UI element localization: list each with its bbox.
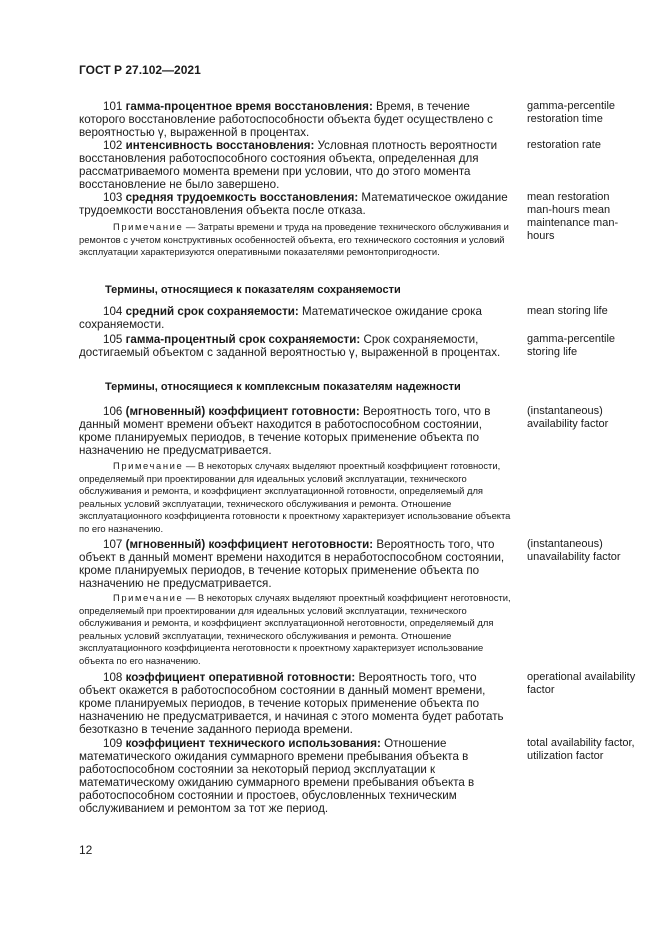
note-label: Примечание	[113, 221, 184, 232]
term-entry-104	[79, 305, 511, 331]
term-name: (мгновенный) коэффициент готовности:	[125, 405, 360, 418]
term-number: 107	[103, 538, 123, 551]
term-note	[79, 460, 511, 536]
term-definition	[79, 191, 511, 217]
term-definition	[79, 100, 511, 139]
term-note-block-106	[79, 460, 511, 536]
document-header: ГОСТ Р 27.102—2021	[79, 63, 201, 77]
term-number: 101	[103, 100, 123, 113]
term-name: коэффициент оперативной готовности:	[125, 671, 356, 684]
term-entry-108	[79, 671, 511, 736]
term-name: интенсивность восстановления:	[125, 139, 315, 152]
term-text: Срок сохраняемости, достигаемый объектом с заданной вероятностью γ, выраженной в процентах.	[79, 333, 501, 359]
term-number: 108	[103, 671, 123, 684]
english-equivalent-108: operational availability factor	[527, 671, 636, 696]
section-heading-complex: Термины, относящиеся к комплексным показателям надежности	[105, 381, 461, 393]
note-text: — В некоторых случаях выделяют проектный коэффициент готовности, определяемый при проектировании для идеальных условий эксплуатации, технического обслуживания и ремонта, и коэффициент эксплуатационной готовности, определяемый для реальных условий эксплуатации, технического обслуживания и ремонта. Отношение эксплуатационного коэффициента готовности к проектному характеризует использование объекта по его назначению.	[79, 460, 511, 534]
term-note-block-107	[79, 592, 511, 668]
english-equivalent-102: restoration rate	[527, 139, 601, 151]
english-equivalent-103: mean restoration man-hours mean maintenance man-hours	[527, 191, 619, 242]
term-name: средний срок сохраняемости:	[125, 305, 299, 318]
term-definition	[79, 671, 511, 736]
term-name: средняя трудоемкость восстановления:	[125, 191, 359, 204]
term-definition	[79, 737, 511, 815]
term-name: гамма-процентное время восстановления:	[125, 100, 373, 113]
english-equivalent-109: total availability factor, utilization factor	[527, 737, 635, 762]
note-label: Примечание	[113, 460, 184, 471]
term-definition	[79, 405, 511, 457]
term-number: 109	[103, 737, 123, 750]
term-text: Математическое ожидание трудоемкости восстановления объекта после отказа.	[79, 191, 508, 217]
term-text: Вероятность того, что объект в данный момент времени находится в неработоспособном состоянии, кроме планируемых периодов, в течение которых применение объекта по назначению не предусматривается.	[79, 538, 505, 590]
term-number: 103	[103, 191, 123, 204]
english-equivalent-106: (instantaneous) availability factor	[527, 405, 609, 430]
term-entry-109	[79, 737, 511, 815]
term-text: Отношение математического ожидания суммарного времени пребывания объекта в работоспособном состоянии за некоторый период эксплуатации к математическому ожиданию суммарного времени пребывания объекта в работоспособном состоянии и простоев, обусловленных техническим обслуживанием и ремонтом за тот же период.	[79, 737, 475, 815]
term-text: Математическое ожидание срока сохраняемости.	[79, 305, 482, 331]
term-entry-102	[79, 139, 511, 191]
term-number: 106	[103, 405, 123, 418]
term-text: Вероятность того, что в данный момент времени объект находится в работоспособном состоянии, кроме планируемых периодов, в течение которых применение объекта по назначению не предусматривается.	[79, 405, 491, 457]
term-entry-106	[79, 405, 511, 457]
term-definition	[79, 305, 511, 331]
term-name: коэффициент технического использования:	[125, 737, 381, 750]
english-equivalent-104: mean storing life	[527, 305, 608, 317]
note-text: — Затраты времени и труда на проведение технического обслуживания и ремонтов с учетом конструктивных особенностей объекта, его технического состояния и условий эксплуатации характеризуются оперативными показателями ремонтопригодности.	[79, 221, 509, 258]
term-entry-105	[79, 333, 511, 359]
english-equivalent-105: gamma-percentile storing life	[527, 333, 616, 358]
term-entry-107	[79, 538, 511, 590]
note-label: Примечание	[113, 592, 184, 603]
term-entry-103	[79, 191, 511, 259]
term-name: гамма-процентный срок сохраняемости:	[125, 333, 361, 346]
term-number: 105	[103, 333, 123, 346]
term-definition	[79, 139, 511, 191]
english-equivalent-107: (instantaneous) unavailability factor	[527, 538, 621, 563]
term-text: Условная плотность вероятности восстановления работоспособного состояния объекта, определенная для рассматриваемого момента времени при условии, что до этого момента восстановление не было завершено.	[79, 139, 498, 191]
term-definition	[79, 333, 511, 359]
term-text: Время, в течение которого восстановление работоспособности объекта будет осуществлено с вероятностью γ, выраженной в процентах.	[79, 100, 493, 139]
term-number: 104	[103, 305, 123, 318]
term-definition	[79, 538, 511, 590]
english-equivalent-101: gamma-percentile restoration time	[527, 100, 616, 125]
page-number: 12	[79, 843, 93, 857]
term-text: Вероятность того, что объект окажется в работоспособном состоянии в данный момент времени, кроме планируемых периодов, в течение которых применение объекта по назначению не предусматривается, и начиная с этого момента будет работать безотказно в течение заданного периода времени.	[79, 671, 504, 736]
term-note	[79, 221, 511, 259]
term-number: 102	[103, 139, 123, 152]
section-heading-preservation: Термины, относящиеся к показателям сохраняемости	[105, 284, 401, 296]
term-note	[79, 592, 511, 668]
term-entry-101	[79, 100, 511, 139]
note-text: — В некоторых случаях выделяют проектный коэффициент неготовности, определяемый при проектировании для идеальных условий эксплуатации, технического обслуживания и ремонта, и коэффициент эксплуатационной неготовности, определяемый для реальных условий эксплуатации, технического обслуживания и ремонта. Отношение эксплуатационного коэффициента неготовности к проектному характеризует использование объекта по его назначению.	[79, 592, 511, 666]
term-name: (мгновенный) коэффициент неготовности:	[125, 538, 374, 551]
